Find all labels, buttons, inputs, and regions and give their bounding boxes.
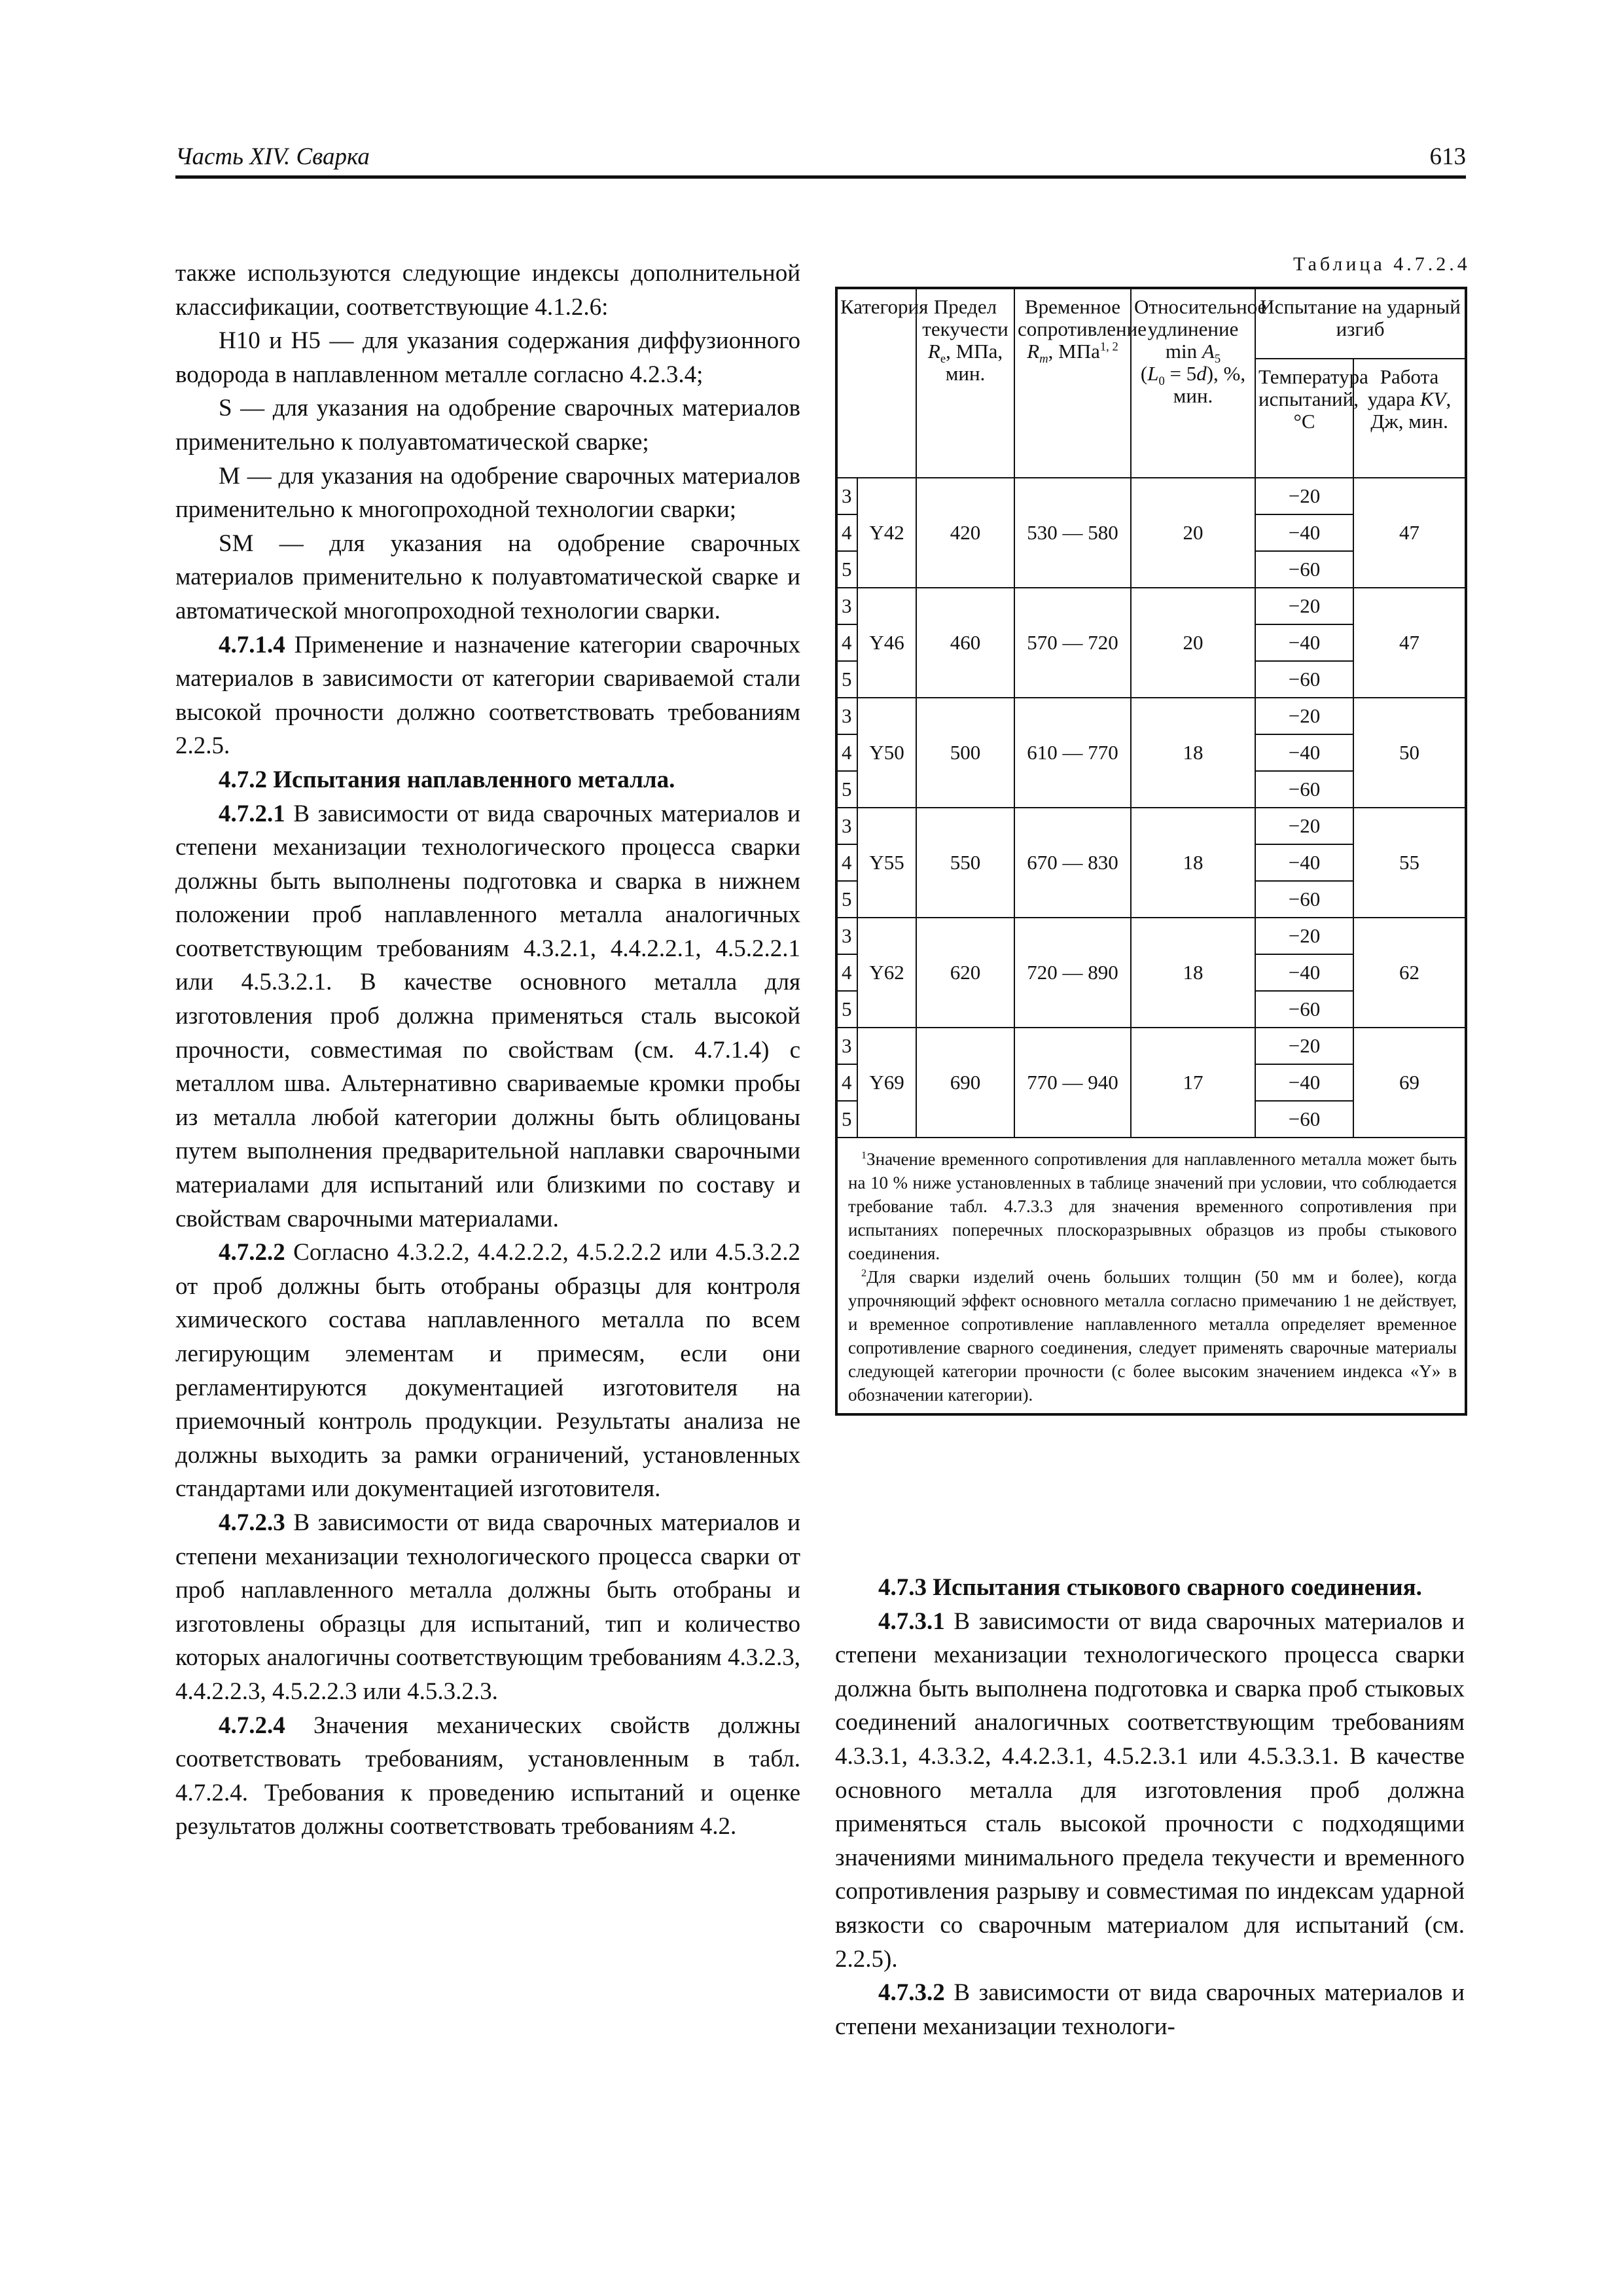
- table-row: [836, 588, 1466, 624]
- header-yield: Предел текучести $R_e$, МПа, мин.: [916, 288, 1014, 478]
- cell-subcategory: 3: [836, 808, 857, 844]
- cell-subcategory: 3: [836, 918, 857, 954]
- cell-subcategory: 5: [836, 551, 857, 588]
- cell-subcategory: 5: [836, 881, 857, 918]
- cell-subcategory: 4: [836, 844, 857, 881]
- cell-tensile: 770 — 940: [1014, 1028, 1131, 1138]
- cell-temperature: −20: [1255, 918, 1353, 954]
- cell-impact-energy: 62: [1353, 918, 1466, 1028]
- cell-temperature: −40: [1255, 844, 1353, 881]
- header-impact-energy: Работа удара KV, Дж, мин.: [1353, 359, 1466, 478]
- clause-number: 4.7.3.2: [878, 1979, 945, 2007]
- numbered-paragraph: [175, 1709, 800, 1844]
- cell-grade: Y69: [857, 1028, 916, 1138]
- paragraph: также используются следующие индексы дополнительной классификации, соответствующие 4.1.2.6:: [175, 260, 800, 321]
- cell-subcategory: 4: [836, 1064, 857, 1101]
- paragraph: SM — для указания на одобрение сварочных материалов применительно к полуавтоматической сварке и автоматической многопроходной технологии сварки.: [175, 529, 800, 624]
- clause-number: 4.7.1.4: [219, 631, 285, 658]
- clause-text: Согласно 4.3.2.2, 4.4.2.2.2, 4.5.2.2.2 или 4.5.3.2.2 от проб должны быть отобраны образцы для контроля химического состава наплавленного металла по всем легирующим элементам и примесям, если они регламентируются документацией изготовителя на приемочный контроль продукции. Результаты анализа не должны выходить за рамки ограничений, установленных стандартами или документацией изготовителя.: [175, 1239, 800, 1503]
- cell-yield: 620: [916, 918, 1014, 1028]
- heading-text: 4.7.3 Испытания стыкового сварного соединения.: [878, 1574, 1422, 1601]
- heading-text: 4.7.2 Испытания наплавленного металла.: [219, 766, 675, 793]
- table: [835, 287, 1467, 1416]
- cell-impact-energy: 55: [1353, 808, 1466, 918]
- page-number: 613: [1429, 143, 1466, 170]
- cell-temperature: −20: [1255, 1028, 1353, 1064]
- clause-text: В зависимости от вида сварочных материалов и степени механизации технологического процесса сварки должна быть выполнена подготовка и сварка проб стыковых соединений аналогичных соответствующим требованиям 4.3.3.1, 4.3.3.2, 4.4.2.3.1, 4.5.2.3.1 или 4.5.3.3.1. В качестве основного металла для изготовления проб должна применяться сталь высокой прочности с подходящими значениями минимального предела текучести и временного сопротивления разрыву и совместимая по индексам ударной вязкости со сварочным материалом для испытаний (см. 2.2.5).: [835, 1607, 1465, 1973]
- cell-temperature: −20: [1255, 588, 1353, 624]
- numbered-paragraph: [835, 1605, 1465, 1977]
- section-heading: [835, 1571, 1465, 1605]
- page-header: [175, 140, 1466, 177]
- left-column: [175, 257, 800, 1844]
- cell-subcategory: 4: [836, 954, 857, 991]
- cell-temperature: −20: [1255, 808, 1353, 844]
- cell-impact-energy: 69: [1353, 1028, 1466, 1138]
- cell-temperature: −40: [1255, 734, 1353, 771]
- numbered-paragraph: [175, 628, 800, 763]
- footnote: $^1$Значение временного сопротивления для наплавленного металла может быть на 10 % ниже установленных в таблице значений при условии, что соблюдается требование табл. 4.7.3.3 для значения временного сопротивления при испытаниях поперечных плоскоразрывных образцов из пробы стыкового соединения.: [848, 1149, 1457, 1263]
- table-row: [836, 478, 1466, 514]
- numbered-paragraph: [175, 1236, 800, 1506]
- header-category: Категория: [836, 288, 916, 478]
- cell-elongation: 20: [1131, 588, 1255, 698]
- cell-temperature: −60: [1255, 881, 1353, 918]
- cell-subcategory: 3: [836, 698, 857, 734]
- header-elongation: Относительное удлинение $\min A_5$ $(L_0 = 5d)$, %, мин.: [1131, 288, 1255, 478]
- cell-subcategory: 4: [836, 514, 857, 551]
- clause-text: В зависимости от вида сварочных материалов и степени механизации технологи-: [835, 1979, 1465, 2040]
- header-rule: [175, 175, 1466, 179]
- cell-grade: Y50: [857, 698, 916, 808]
- cell-temperature: −60: [1255, 661, 1353, 698]
- cell-elongation: 18: [1131, 698, 1255, 808]
- table-row: [836, 918, 1466, 954]
- cell-subcategory: 5: [836, 991, 857, 1028]
- cell-temperature: −60: [1255, 771, 1353, 808]
- cell-subcategory: 3: [836, 478, 857, 514]
- cell-temperature: −40: [1255, 954, 1353, 991]
- cell-yield: 500: [916, 698, 1014, 808]
- numbered-paragraph: [175, 1506, 800, 1709]
- cell-elongation: 18: [1131, 918, 1255, 1028]
- numbered-paragraph: [835, 1976, 1465, 2043]
- cell-tensile: 610 — 770: [1014, 698, 1131, 808]
- table-row: [836, 698, 1466, 734]
- cell-temperature: −40: [1255, 624, 1353, 661]
- cell-elongation: 20: [1131, 478, 1255, 588]
- table-row: [836, 1028, 1466, 1064]
- clause-number: 4.7.2.2: [219, 1239, 285, 1266]
- cell-subcategory: 4: [836, 624, 857, 661]
- cell-yield: 690: [916, 1028, 1014, 1138]
- numbered-paragraph: [175, 797, 800, 1236]
- cell-grade: Y42: [857, 478, 916, 588]
- right-column: [835, 1571, 1465, 2043]
- cell-yield: 420: [916, 478, 1014, 588]
- clause-number: 4.7.2.4: [219, 1712, 285, 1739]
- clause-number: 4.7.3.1: [878, 1607, 945, 1635]
- section-heading: [175, 763, 800, 797]
- clause-number: 4.7.2.1: [219, 800, 285, 827]
- clause-text: В зависимости от вида сварочных материалов и степени механизации технологического процесса сварки должны быть выполнены подготовка и сварка в нижнем положении проб наплавленного металла аналогичных соответствующим требованиям 4.3.2.1, 4.4.2.2.1, 4.5.2.2.1 или 4.5.3.2.1. В качестве основного металла для изготовления проб должна применяться сталь высокой прочности, совместимая по свойствам (см. 4.7.1.4) с металлом шва. Альтернативно свариваемые кромки пробы из металла любой категории должны быть облицованы путем выполнения предварительной наплавки сварочными материалами для испытаний или близкими по составу и свойствам сварочными материалами.: [175, 800, 800, 1232]
- header-temperature: Температура испытаний, °C: [1255, 359, 1353, 478]
- cell-temperature: −60: [1255, 1101, 1353, 1138]
- table-row: [836, 808, 1466, 844]
- cell-yield: 550: [916, 808, 1014, 918]
- cell-temperature: −40: [1255, 1064, 1353, 1101]
- cell-tensile: 530 — 580: [1014, 478, 1131, 588]
- cell-yield: 460: [916, 588, 1014, 698]
- header-impact-test: Испытание на ударный изгиб: [1255, 288, 1466, 359]
- clause-number: 4.7.2.3: [219, 1509, 285, 1536]
- paragraph: M — для указания на одобрение сварочных материалов применительно к многопроходной технологии сварки;: [175, 462, 800, 524]
- cell-tensile: 670 — 830: [1014, 808, 1131, 918]
- cell-grade: Y46: [857, 588, 916, 698]
- cell-impact-energy: 47: [1353, 478, 1466, 588]
- cell-elongation: 18: [1131, 808, 1255, 918]
- paragraph: H10 и H5 — для указания содержания диффузионного водорода в наплавленном металле согласно 4.2.3.4;: [175, 327, 800, 388]
- cell-temperature: −20: [1255, 698, 1353, 734]
- cell-impact-energy: 47: [1353, 588, 1466, 698]
- table-footnotes: [836, 1138, 1466, 1414]
- running-title: Часть XIV. Сварка: [175, 143, 370, 170]
- footnote: $^2$Для сварки изделий очень больших толщин (50 мм и более), когда упрочняющий эффект основного металла согласно примечанию 1 не действует, и временное сопротивление наплавленного металла определяет временное сопротивление сварного соединения, следует применять сварочные материалы следующей категории прочности (с более высоким значением индекса «Y» в обозначении категории).: [848, 1267, 1457, 1405]
- mechanical-properties-table: [835, 287, 1465, 1416]
- header-tensile: Временное сопротивление $R_m$, МПа$^{1, 2}$: [1014, 288, 1131, 478]
- cell-subcategory: 4: [836, 734, 857, 771]
- table-caption: Таблица 4.7.2.4: [1293, 253, 1471, 275]
- paragraph: S — для указания на одобрение сварочных материалов применительно к полуавтоматической сварке;: [175, 395, 800, 456]
- cell-grade: Y62: [857, 918, 916, 1028]
- clause-text: Применение и назначение категории сварочных материалов в зависимости от категории свариваемой стали высокой прочности должно соответствовать требованиям 2.2.5.: [175, 631, 800, 760]
- cell-elongation: 17: [1131, 1028, 1255, 1138]
- cell-tensile: 570 — 720: [1014, 588, 1131, 698]
- cell-subcategory: 5: [836, 1101, 857, 1138]
- cell-impact-energy: 50: [1353, 698, 1466, 808]
- cell-temperature: −60: [1255, 551, 1353, 588]
- clause-text: В зависимости от вида сварочных материалов и степени механизации технологического процесса сварки от проб наплавленного металла должны быть отобраны и изготовлены образцы для испытаний, тип и количество которых аналогичны соответствующим требованиям 4.3.2.3, 4.4.2.2.3, 4.5.2.2.3 или 4.5.3.2.3.: [175, 1509, 800, 1705]
- cell-subcategory: 3: [836, 588, 857, 624]
- cell-temperature: −20: [1255, 478, 1353, 514]
- cell-tensile: 720 — 890: [1014, 918, 1131, 1028]
- clause-text: Значения механических свойств должны соответствовать требованиям, установленным в табл. 4.7.2.4. Требования к проведению испытаний и оценке результатов должны соответствовать требованиям 4.2.: [175, 1712, 800, 1840]
- cell-subcategory: 3: [836, 1028, 857, 1064]
- cell-temperature: −60: [1255, 991, 1353, 1028]
- cell-grade: Y55: [857, 808, 916, 918]
- cell-subcategory: 5: [836, 771, 857, 808]
- cell-subcategory: 5: [836, 661, 857, 698]
- cell-temperature: −40: [1255, 514, 1353, 551]
